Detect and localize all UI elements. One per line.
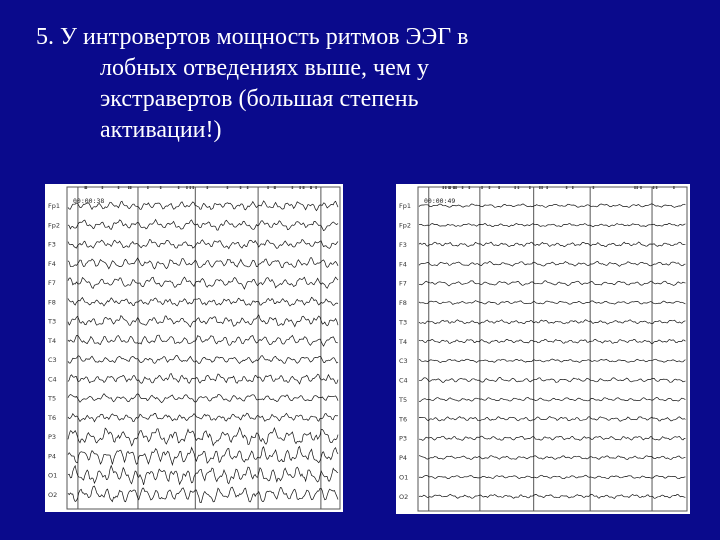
event-marker (656, 186, 658, 189)
event-marker (566, 186, 568, 189)
event-marker (469, 186, 471, 189)
eeg-trace-o1 (419, 475, 685, 479)
channel-label: O2 (48, 490, 58, 499)
event-marker (240, 186, 242, 189)
event-marker (443, 186, 445, 189)
eeg-trace-t3 (419, 320, 685, 324)
event-marker (498, 186, 500, 189)
event-marker (462, 186, 464, 189)
eeg-trace-f8 (419, 301, 685, 305)
event-marker (190, 186, 192, 189)
channel-label: F8 (399, 299, 407, 308)
event-marker (193, 186, 195, 189)
channel-label: C3 (399, 357, 408, 366)
channel-label: Fp1 (399, 202, 412, 211)
eeg-trace-c4 (68, 374, 338, 384)
channel-label: T6 (48, 413, 57, 422)
eeg-trace-c3 (68, 356, 338, 364)
event-marker (178, 186, 180, 189)
channel-label: F4 (399, 260, 407, 269)
eeg-trace-f4 (419, 261, 685, 266)
channel-label: C3 (48, 356, 57, 365)
eeg-trace-f8 (68, 297, 338, 306)
event-marker (673, 186, 675, 189)
eeg-trace-fp2 (419, 223, 685, 226)
event-marker (315, 186, 317, 189)
eeg-trace-t4 (68, 335, 338, 346)
event-marker (310, 186, 312, 189)
event-marker (593, 186, 595, 189)
eeg-trace-f7 (68, 277, 338, 289)
eeg-trace-t3 (68, 315, 338, 327)
title-line-2: лобных отведениях выше, чем у (100, 55, 429, 81)
eeg-trace-c4 (419, 377, 685, 382)
eeg-trace-fp1 (419, 204, 685, 208)
channel-label: F7 (399, 279, 407, 288)
event-marker (640, 186, 642, 189)
event-marker (86, 186, 88, 189)
channel-label: T5 (399, 395, 408, 404)
eeg-trace-t6 (419, 416, 685, 421)
channel-label: F7 (48, 279, 56, 288)
channel-label: F8 (48, 298, 56, 307)
event-marker (514, 186, 516, 189)
event-marker (448, 186, 450, 189)
event-marker (247, 186, 249, 189)
event-marker (118, 186, 120, 189)
channel-label: P4 (48, 452, 57, 461)
event-marker (546, 186, 548, 189)
channel-label: O1 (48, 471, 58, 480)
eeg-trace-f4 (68, 258, 338, 269)
event-marker (267, 186, 269, 189)
event-marker (489, 186, 491, 189)
eeg-trace-f3 (68, 240, 338, 249)
channel-label: O1 (399, 473, 409, 482)
event-marker (299, 186, 301, 189)
eeg-trace-p4 (68, 447, 338, 465)
eeg-trace-o2 (68, 486, 338, 503)
eeg-trace-t5 (419, 398, 685, 402)
event-marker (636, 186, 638, 189)
eeg-trace-o1 (68, 466, 338, 485)
eeg-recording-extravert (396, 184, 690, 514)
title-line-1: 5. У интровертов мощность ритмов ЭЭГ в (36, 24, 469, 50)
event-marker (130, 186, 132, 189)
eeg-trace-f3 (419, 242, 685, 247)
event-marker (453, 186, 455, 189)
eeg-frame (418, 187, 687, 511)
event-marker (147, 186, 149, 189)
eeg-panel-introvert (45, 184, 343, 512)
event-marker (128, 186, 129, 189)
channel-label: C4 (48, 375, 57, 384)
eeg-trace-t4 (419, 339, 685, 344)
eeg-frame (67, 187, 340, 509)
eeg-trace-o2 (419, 494, 685, 498)
event-marker (102, 186, 104, 189)
eeg-trace-p3 (419, 436, 685, 440)
event-marker (160, 186, 162, 189)
channel-label: F4 (48, 259, 56, 268)
channel-label: T6 (399, 415, 408, 424)
event-marker (653, 186, 655, 189)
eeg-trace-fp2 (68, 220, 338, 231)
eeg-trace-t6 (68, 413, 338, 422)
event-marker (518, 186, 520, 189)
timestamp-label: 00:00:38 (73, 197, 105, 205)
event-marker (541, 186, 543, 189)
channel-label: Fp1 (48, 202, 61, 211)
event-marker (572, 186, 574, 189)
event-marker (539, 186, 541, 189)
event-marker (227, 186, 229, 189)
eeg-trace-p4 (419, 456, 685, 460)
eeg-recording-introvert (45, 184, 343, 512)
event-marker (529, 186, 531, 189)
event-marker (292, 186, 294, 189)
channel-label: T4 (399, 337, 408, 346)
title-line-4: активации!) (100, 117, 222, 143)
channel-label: O2 (399, 492, 409, 501)
channel-label: F3 (48, 240, 56, 249)
channel-label: P3 (48, 433, 57, 442)
channel-label: Fp2 (48, 221, 61, 230)
event-marker (186, 186, 188, 189)
channel-label: Fp2 (399, 221, 412, 230)
eeg-panel-extravert (396, 184, 690, 514)
event-marker (634, 186, 636, 189)
channel-label: F3 (399, 240, 407, 249)
channel-label: T3 (399, 318, 408, 327)
eeg-trace-c3 (419, 359, 685, 363)
event-marker (481, 186, 483, 189)
event-marker (445, 186, 447, 189)
channel-label: P4 (399, 454, 408, 463)
event-marker (207, 186, 209, 189)
channel-label: T4 (48, 336, 57, 345)
channel-label: P3 (399, 434, 408, 443)
event-marker (303, 186, 305, 189)
event-marker (274, 186, 276, 189)
eeg-trace-f7 (419, 281, 685, 286)
eeg-trace-p3 (68, 428, 338, 446)
slide-title (36, 22, 676, 146)
eeg-trace-t5 (68, 394, 338, 403)
event-marker (455, 186, 457, 189)
title-line-3: экстравертов (большая степень (100, 86, 419, 112)
eeg-trace-fp1 (68, 201, 338, 211)
channel-label: T3 (48, 317, 57, 326)
channel-label: C4 (399, 376, 408, 385)
timestamp-label: 00:00:49 (424, 197, 456, 205)
channel-label: T5 (48, 394, 57, 403)
